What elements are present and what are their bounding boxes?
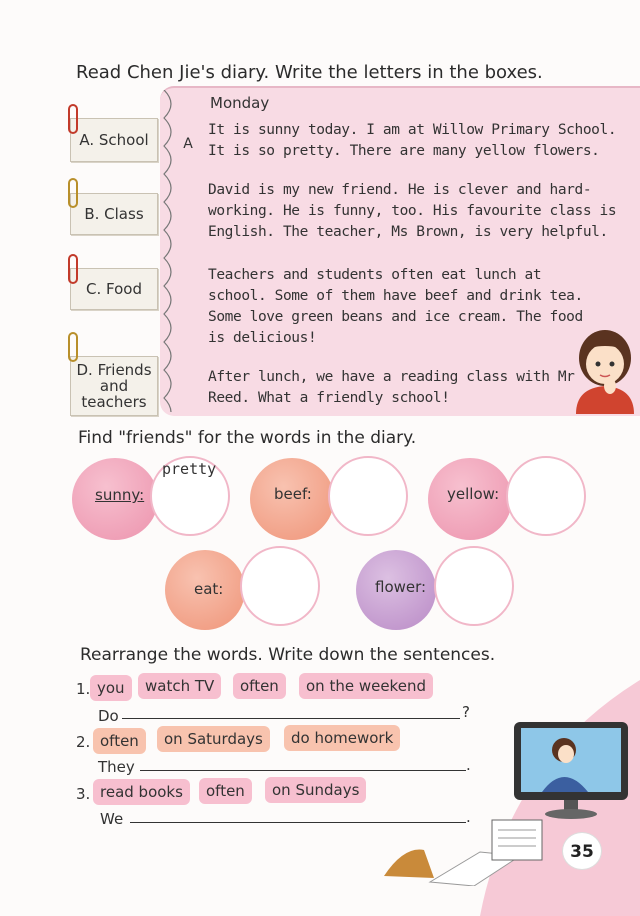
books-illustration [380,806,556,886]
diary-paragraph-3 [208,265,583,349]
word-tile: you [90,675,132,701]
diary-line: school. Some of them have beef and drink tea. [208,288,583,304]
paperclip-icon [68,178,78,208]
answer-box[interactable] [174,374,202,402]
card-food [70,268,158,310]
word-label: sunny: [95,486,145,504]
word-tile: do homework [284,725,400,751]
word-label: eat: [194,580,224,598]
diary-line: It is sunny today. I am at Willow Primary School. [208,122,617,138]
sentence-end: ? [462,703,470,721]
diary-paragraph-4 [208,367,575,409]
answer-text: pretty [162,460,217,478]
card-school [70,118,158,162]
sentence-end: . [466,808,471,826]
diary-line: Teachers and students often eat lunch at [208,267,542,283]
item-number: 3. [76,785,91,803]
card-label: teachers [81,393,147,411]
answer-ball[interactable] [506,456,586,536]
paperclip-icon [68,254,78,284]
item-number: 1. [76,680,91,698]
diary-line: After lunch, we have a reading class with Mr [208,369,575,385]
answer-ball[interactable] [240,546,320,626]
card-friends-teachers [70,356,158,416]
word-tile: read books [93,779,190,805]
sentence-starter: Do [98,707,119,725]
card-label: and [99,377,129,395]
section3-title: Rearrange the words. Write down the sentences. [80,645,496,665]
card-label: B. Class [84,205,144,223]
word-label: beef: [274,485,312,503]
diary-line: Reed. What a friendly school! [208,390,450,406]
diary-line: Some love green beans and ice cream. The food [208,309,583,325]
paperclip-icon [68,332,78,362]
answer-ball[interactable] [328,456,408,536]
word-tile: often [233,673,286,699]
diary-paragraph-1 [208,120,616,162]
page-number: 35 [562,832,602,870]
answer-box[interactable] [174,198,202,226]
card-label: D. Friends [76,361,152,379]
word-tile: on Sundays [265,777,366,803]
diary-line: is delicious! [208,330,317,346]
word-tile: on Saturdays [157,726,270,752]
sentence-end: . [466,756,471,774]
diary-paragraph-2 [208,180,616,243]
card-label: C. Food [86,280,142,298]
word-label: yellow: [447,485,500,503]
sentence-starter: We [100,810,124,828]
answer-box[interactable] [174,284,202,312]
section1-title: Read Chen Jie's diary. Write the letters in the boxes. [76,62,543,83]
answer-ball[interactable] [434,546,514,626]
diary-line: working. He is funny, too. His favourite class is [208,203,617,219]
diary-line: David is my new friend. He is clever and hard- [208,182,592,198]
card-label: A. School [79,131,149,149]
answer-box[interactable]: A [183,136,193,152]
word-tile: often [93,728,146,754]
section2-title: Find "friends" for the words in the diary. [78,428,417,448]
word-label: flower: [375,578,427,596]
card-class [70,193,158,235]
item-number: 2. [76,733,91,751]
diary-day: Monday [210,94,270,112]
sentence-starter: They [98,758,135,776]
word-tile: on the weekend [299,673,433,699]
diary-line: It is so pretty. There are many yellow flowers. [208,143,600,159]
word-tile: watch TV [138,673,221,699]
word-tile: often [199,778,252,804]
diary-line: English. The teacher, Ms Brown, is very helpful. [208,224,608,240]
computer-monitor-illustration [512,718,632,820]
paperclip-icon [68,104,78,134]
